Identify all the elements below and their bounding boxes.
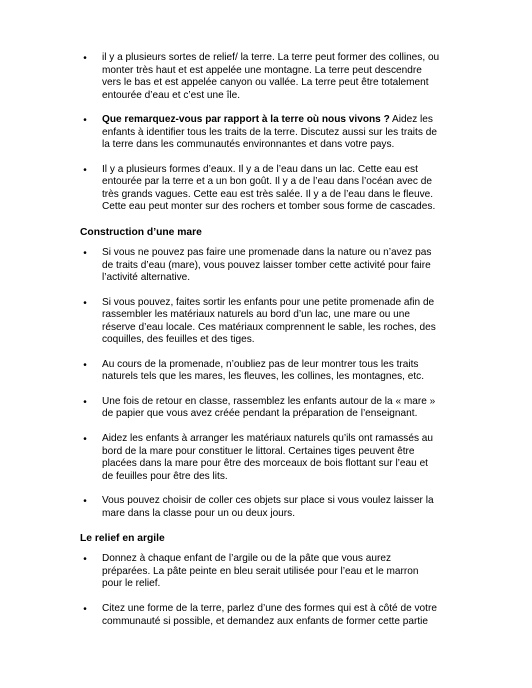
mare-list [80, 247, 452, 520]
section-heading-mare: Construction d’une mare [80, 227, 202, 239]
list-item [80, 433, 452, 483]
paragraph-text: il y a plusieurs sortes de relief/ la terre. La terre peut former des collines, ou monter très haut et est appelée une montagne. La terre peut descendre vers le bas et est appelée canyon ou vallée. La terre peut être totalement entourée d’eau et c’est une île. [102, 52, 440, 101]
list-item [80, 114, 452, 152]
bullet-icon: • [83, 115, 87, 127]
bullet-icon: • [83, 248, 87, 260]
paragraph-text: Une fois de retour en classe, rassemblez les enfants autour de la « mare » de papier que vous avez créée pendant la préparation de l’enseignant. [102, 395, 436, 420]
list-item [80, 164, 452, 214]
bullet-icon: • [83, 496, 87, 508]
paragraph-text: Si vous pouvez, faites sortir les enfants pour une petite promenade afin de rassembler les matériaux naturels au bord d’un lac, une mare ou une réserve d’eau locale. Ces matériaux comprennent le sable, les roches, des coquilles, des feuilles et des tiges. [102, 296, 436, 346]
bullet-icon: • [83, 297, 87, 309]
question-label: Que remarquez-vous par rapport à la terre où nous vivons ? [102, 114, 390, 126]
list-item [80, 553, 452, 591]
bullet-icon: • [83, 359, 87, 371]
section-heading-relief: Le relief en argile [80, 533, 165, 545]
paragraph-text: Aidez les enfants à arranger les matériaux naturels qu’ils ont ramassés au bord de la mare pour constituer le littoral. Certaines tiges peuvent être placées dans la mare pour être des morceaux de bois flottant sur l’eau et de feuilles pour être des lits. [102, 433, 434, 482]
intro-list [80, 52, 452, 214]
relief-list [80, 553, 452, 628]
paragraph-text: Il y a plusieurs formes d’eaux. Il y a de l’eau dans un lac. Cette eau est entourée par la terre et a un bon goût. Il y a de l’eau dans l’océan avec de très grands vagues. Cette eau est très salée. Il y a de l’eau dans le fleuve. Cette eau peut monter sur des rochers et tomber sous forme de cascades. [102, 163, 436, 213]
paragraph-text: Vous pouvez choisir de coller ces objets sur place si vous voulez laisser la mare dans la classe pour un ou deux jours. [102, 495, 434, 519]
paragraph-text: Au cours de la promenade, n’oubliez pas de leur montrer tous les traits naturels tels que les mares, les fleuves, les collines, les montagnes, etc. [102, 358, 425, 383]
bullet-icon: • [83, 164, 87, 176]
bullet-icon: • [83, 434, 87, 446]
list-item [80, 297, 452, 347]
list-item [80, 359, 452, 384]
page-content [80, 52, 452, 640]
list-item [80, 247, 452, 285]
paragraph-text [102, 114, 452, 152]
paragraph-text: Citez une forme de la terre, parlez d’une des formes qui est à côté de votre communauté si possible, et demandez aux enfants de former cette partie [102, 602, 437, 627]
paragraph-text: Donnez à chaque enfant de l’argile ou de la pâte que vous aurez préparées. La pâte peinte en bleu serait utilisée pour l’eau et le marron pour le relief. [102, 553, 419, 590]
list-item [80, 396, 452, 421]
bullet-icon: • [83, 53, 87, 64]
bullet-icon: • [83, 554, 87, 566]
question-text: Aidez les enfants à identifier tous les traits de la terre. Discutez aussi sur les traits de la terre dans les communautés environnantes et dans votre pays. [102, 114, 437, 151]
bullet-icon: • [83, 396, 87, 408]
list-item [80, 603, 452, 628]
bullet-icon: • [83, 603, 87, 615]
list-item [80, 52, 452, 102]
list-item [80, 495, 452, 520]
paragraph-text: Si vous ne pouvez pas faire une promenade dans la nature ou n’avez pas de traits d’eau (mare), vous pouvez laisser tomber cette activité pour faire l’activité alternative. [102, 247, 432, 284]
